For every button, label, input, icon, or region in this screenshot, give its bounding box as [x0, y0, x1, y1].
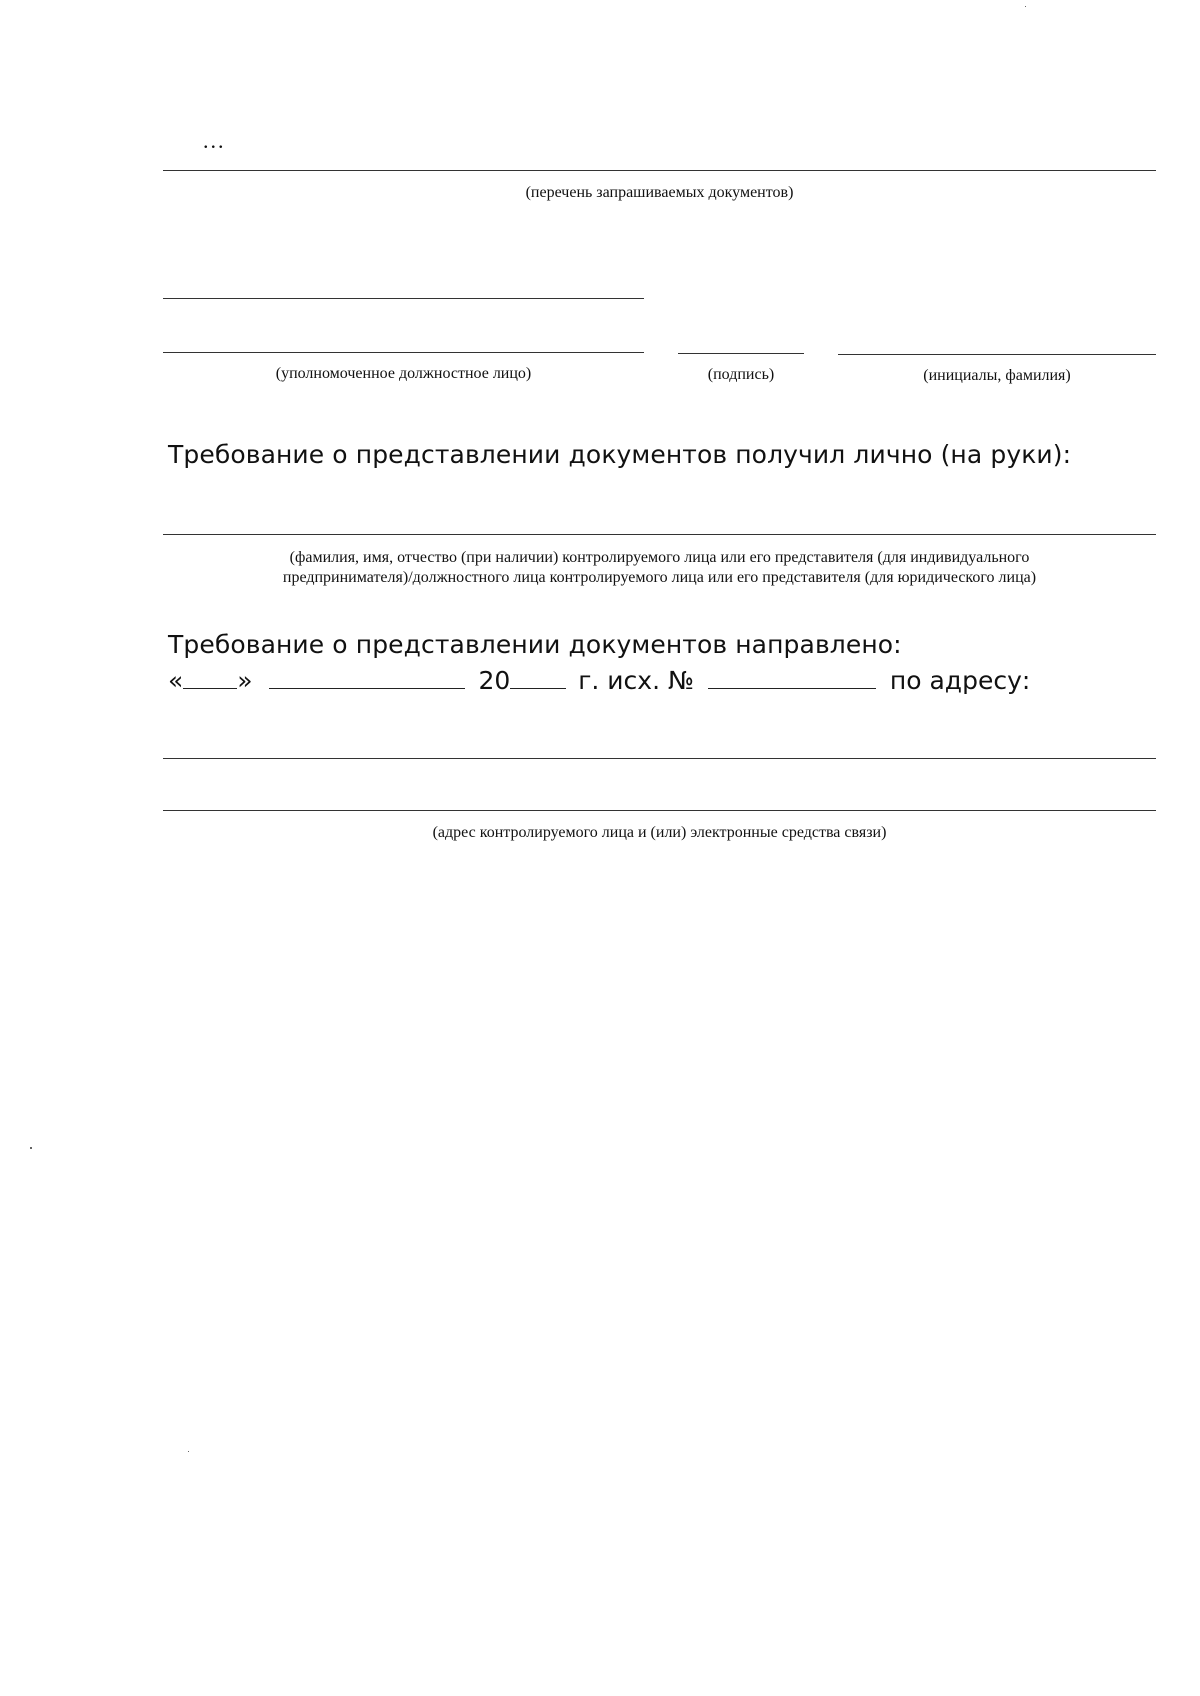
signature-line[interactable]: [678, 353, 804, 354]
scan-speck: [1025, 6, 1026, 7]
signature-caption: (подпись): [707, 366, 775, 383]
year-field[interactable]: [510, 664, 566, 689]
open-quote: «: [168, 666, 184, 695]
official-position-line[interactable]: [163, 298, 644, 299]
sent-heading: Требование о представлении документов направлено:: [168, 630, 902, 659]
close-quote: »: [237, 666, 253, 695]
date-number-row: [168, 664, 1030, 695]
documents-list-line[interactable]: [163, 170, 1156, 171]
received-heading: Требование о представлении документов получил лично (на руки):: [168, 440, 1072, 469]
outgoing-number-field[interactable]: [708, 664, 876, 689]
recipient-caption-line1: (фамилия, имя, отчество (при наличии) контролируемого лица или его представителя (для индивидуального: [289, 549, 1030, 566]
month-field[interactable]: [269, 664, 465, 689]
scan-speck: [188, 1451, 189, 1452]
ellipsis-marker: ...: [203, 128, 226, 153]
outgoing-number-label: г. исх. №: [578, 666, 694, 695]
initials-surname-line[interactable]: [838, 354, 1156, 355]
scan-speck: [30, 1147, 32, 1149]
address-caption: (адрес контролируемого лица и (или) электронные средства связи): [432, 824, 887, 841]
recipient-caption-line2: предпринимателя)/должностного лица контролируемого лица или его представителя (для юридического лица): [282, 569, 1037, 586]
address-line-2[interactable]: [163, 810, 1156, 811]
address-line-1[interactable]: [163, 758, 1156, 759]
official-name-line[interactable]: [163, 352, 644, 353]
name-caption: (инициалы, фамилия): [923, 367, 1071, 384]
year-prefix: 20: [478, 666, 511, 695]
day-field[interactable]: [183, 664, 237, 689]
address-label: по адресу:: [889, 666, 1031, 695]
documents-caption: (перечень запрашиваемых документов): [525, 184, 794, 201]
official-caption: (уполномоченное должностное лицо): [275, 365, 532, 382]
recipient-line[interactable]: [163, 534, 1156, 535]
